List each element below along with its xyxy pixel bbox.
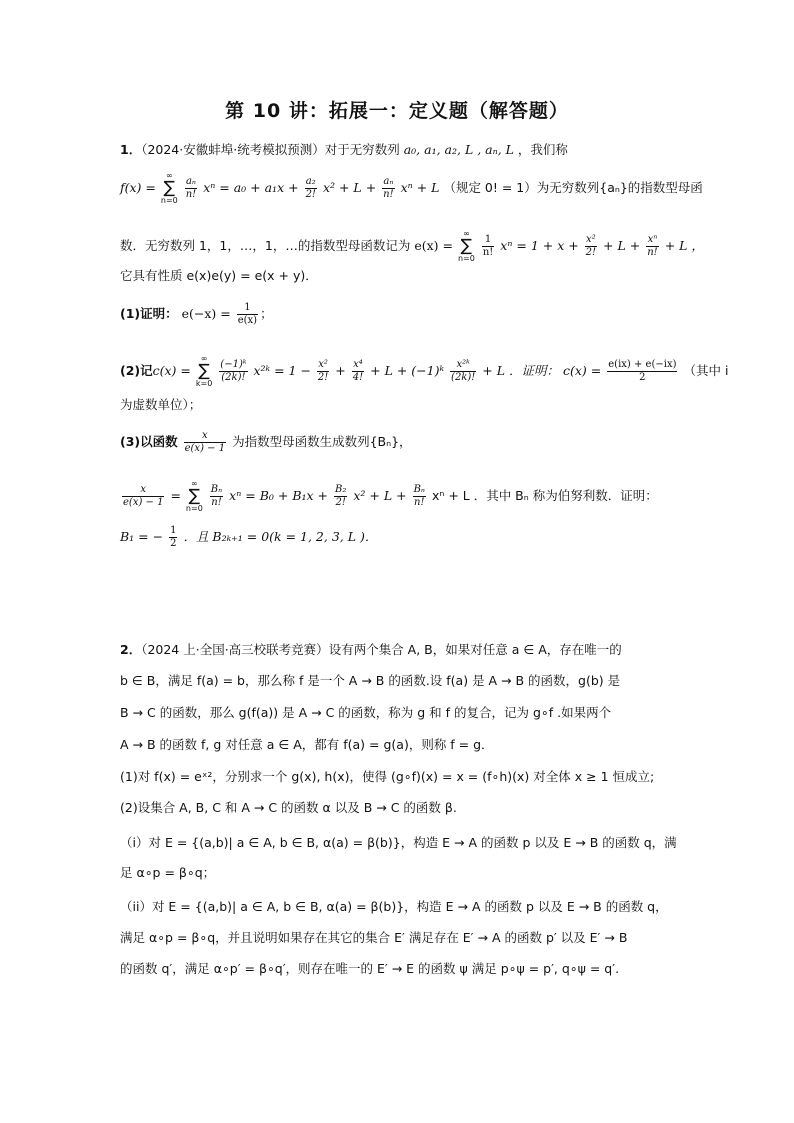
q2-part-2-i-cont: 足 α∘p = β∘q；	[120, 865, 216, 880]
q1-part-3	[120, 430, 680, 455]
fraction: $\frac{\text{x⁴}}{4!}$	[352, 359, 364, 383]
q1-text-tail: ，我们称	[517, 142, 568, 157]
q2-line-4: A → B 的函数 f, g 对任意 a ∈ A，都有 f(a) = g(a)，则称 f = g．	[120, 737, 494, 752]
q1-line-4: 它具有性质 e(x)e(y) = e(x + y)．	[120, 268, 318, 283]
q2-line-2: b ∈ B，满足 f(a) = b，那么称 f 是一个 A → B 的函数.设 f(a) 是 A → B 的函数，g(b) 是	[120, 673, 621, 688]
formula-text: x² + L +	[353, 488, 407, 503]
fraction: $\frac{\text{aₙ}}{n!}$	[185, 176, 197, 200]
q1-part-2	[120, 354, 729, 388]
q1-line-1	[120, 140, 680, 160]
fraction: $\frac{x}{e(x) - 1}$	[184, 430, 226, 454]
q1-line-3	[120, 229, 704, 263]
q1-formula-b: xⁿ = 1 + x +	[500, 238, 579, 253]
formula-text: xⁿ + L ．其中 Bₙ 称为伯努利数．证明：	[431, 488, 658, 503]
formula-text: e(−x) =	[181, 306, 231, 321]
q1-source: （2024·安徽蚌埠·统考模拟预测）	[141, 142, 325, 157]
q2-text: 设有两个集合 A, B，如果对任意 a ∈ A，存在唯一的	[328, 642, 622, 657]
q2-line-1	[120, 640, 680, 660]
formula-text: ．且 B₂ₖ₊₁ = 0(k = 1, 2, 3, L )．	[183, 529, 378, 544]
formula-text: B₁ = −	[120, 529, 164, 544]
q1-part-3-formula: $\frac{x}{e(x) - 1}$ = ∞ ∑ n=0 $\frac{\text{Bₙ}}{n!}$ xⁿ = B₀ + B₁x + $\frac{\text{B₂}}{2!}$ x² + L + $\frac{\text{Bₙ}}{n!}$ xⁿ + L ．其中 Bₙ 称为伯努利数．证明：	[123, 479, 658, 513]
formula-text: x²ᵏ = 1 −	[253, 363, 311, 378]
q1-formula-tail: x² + L +	[322, 180, 377, 195]
fraction: $\frac{1}{e(x)}$	[237, 302, 258, 326]
fraction: $\frac{\text{x²}}{2!}$	[585, 234, 597, 258]
q2-part-2-ii-cont2: 的函数 q′，满足 α∘p′ = β∘q′，则存在唯一的 E′ → E 的函数 ψ 满足 p∘ψ = p′, q∘ψ = q′.	[120, 961, 620, 976]
q1-formula-lhs: f(x) =	[120, 180, 156, 195]
q1-line-2	[120, 171, 703, 205]
q1-formula-mid: xⁿ = a₀ + a₁x +	[203, 180, 299, 195]
sum-symbol: ∞ ∑ n=0	[457, 229, 475, 263]
note-text: （其中 i	[683, 363, 729, 378]
q1-part-1	[120, 302, 680, 327]
fraction: $\frac{\text{a₂}}{2!}$	[305, 176, 316, 200]
fraction: $\frac{\text{x²}}{2!}$	[317, 359, 329, 383]
formula-text: c(x) =	[152, 363, 191, 378]
q1-formula-a: e(x) =	[414, 238, 453, 253]
fraction: $\frac{\text{x²ᵏ}}{(2k)!}$	[451, 359, 476, 383]
q2-part-2-ii: （ii）对 E = {(a,b)| a ∈ A, b ∈ B, α(a) = β(b)}，构造 E → A 的函数 p 以及 E → B 的函数 q，	[120, 899, 668, 914]
q1-part-2-cont: 为虚数单位）；	[120, 397, 202, 412]
q1-rule-text: （规定 0! = 1）为无穷数列{aₙ}的指数型母函	[443, 180, 703, 195]
q2-line-3: B → C 的函数，那么 g(f(a)) 是 A → C 的函数，称为 g 和 f 的复合，记为 g∘f .如果两个	[120, 705, 612, 720]
part-text: 为指数型母函数生成数列{Bₙ}，	[232, 434, 412, 449]
fraction: $\frac{\text{(−1)ᵏ}}{(2k)!}$	[220, 359, 247, 383]
formula-text: + L ．证明：	[482, 363, 560, 378]
part-label: (3)以函数	[120, 434, 178, 449]
page-title: 第 10 讲：拓展一：定义题（解答题）	[225, 100, 569, 122]
fraction: $\frac{x}{e(x) - 1}$	[123, 484, 164, 508]
q1-text: 数．无穷数列 1，1，…，1，…的指数型母函数记为	[120, 238, 411, 253]
formula-text: xⁿ = B₀ + B₁x +	[229, 488, 329, 503]
fraction: $\frac{1}{n!}$	[482, 234, 494, 258]
fraction: $\frac{\text{xⁿ}}{n!}$	[647, 234, 658, 258]
q1-sequence: a₀, a₁, a₂, L , aₙ, L	[403, 142, 514, 157]
q1-formula-tail2: xⁿ + L	[400, 180, 440, 195]
part-label: (1)证明：	[120, 306, 178, 321]
q2-part-2: (2)设集合 A, B, C 和 A → C 的函数 α 以及 B → C 的函数 β.	[120, 800, 457, 815]
q1-number: 1．	[120, 142, 142, 157]
q1-formula-d: + L ，	[664, 238, 704, 253]
part-label: (2)记	[120, 363, 153, 378]
q2-part-1: (1)对 f(x) = eˣ²，分别求一个 g(x), h(x)，使得 (g∘f)(x) = x = (f∘h)(x) 对全体 x ≥ 1 恒成立;	[120, 769, 655, 784]
q2-source: （2024 上·全国·高三校联考竞赛）	[141, 642, 329, 657]
fraction: $\frac{\text{B₂}}{2!}$	[335, 484, 347, 508]
sum-symbol: ∞ ∑ k=0	[195, 354, 213, 388]
fraction: $\frac{1}{2}$	[170, 525, 177, 549]
fraction: $\frac{e(ix) + e(-ix)}{2}$	[608, 359, 677, 383]
q1-part-3-last	[120, 525, 680, 550]
q1-text: 对于无穷数列	[324, 142, 400, 157]
formula-text: +	[335, 363, 346, 378]
formula-text: + L + (−1)ᵏ	[370, 363, 445, 378]
sum-symbol: ∞ ∑ n=0	[160, 171, 178, 205]
fraction: $\frac{\text{Bₙ}}{n!}$	[413, 484, 425, 508]
q2-number: 2．	[120, 642, 142, 657]
fraction: $\frac{\text{Bₙ}}{n!}$	[210, 484, 223, 508]
fraction: $\frac{\text{aₙ}}{n!}$	[383, 176, 394, 200]
sum-symbol: ∞ ∑ n=0	[185, 479, 203, 513]
q2-part-2-ii-cont1: 满足 α∘p = β∘q，并且说明如果存在其它的集合 E′ 满足存在 E′ → A 的函数 p′ 以及 E′ → B	[120, 930, 628, 945]
q1-formula-c: + L +	[603, 238, 641, 253]
formula-text: c(x) =	[563, 363, 602, 378]
q2-part-2-i: （i）对 E = {(a,b)| a ∈ A, b ∈ B, α(a) = β(b)}，构造 E → A 的函数 p 以及 E → B 的函数 q，满	[120, 835, 677, 850]
end-mark: ；	[260, 306, 273, 321]
